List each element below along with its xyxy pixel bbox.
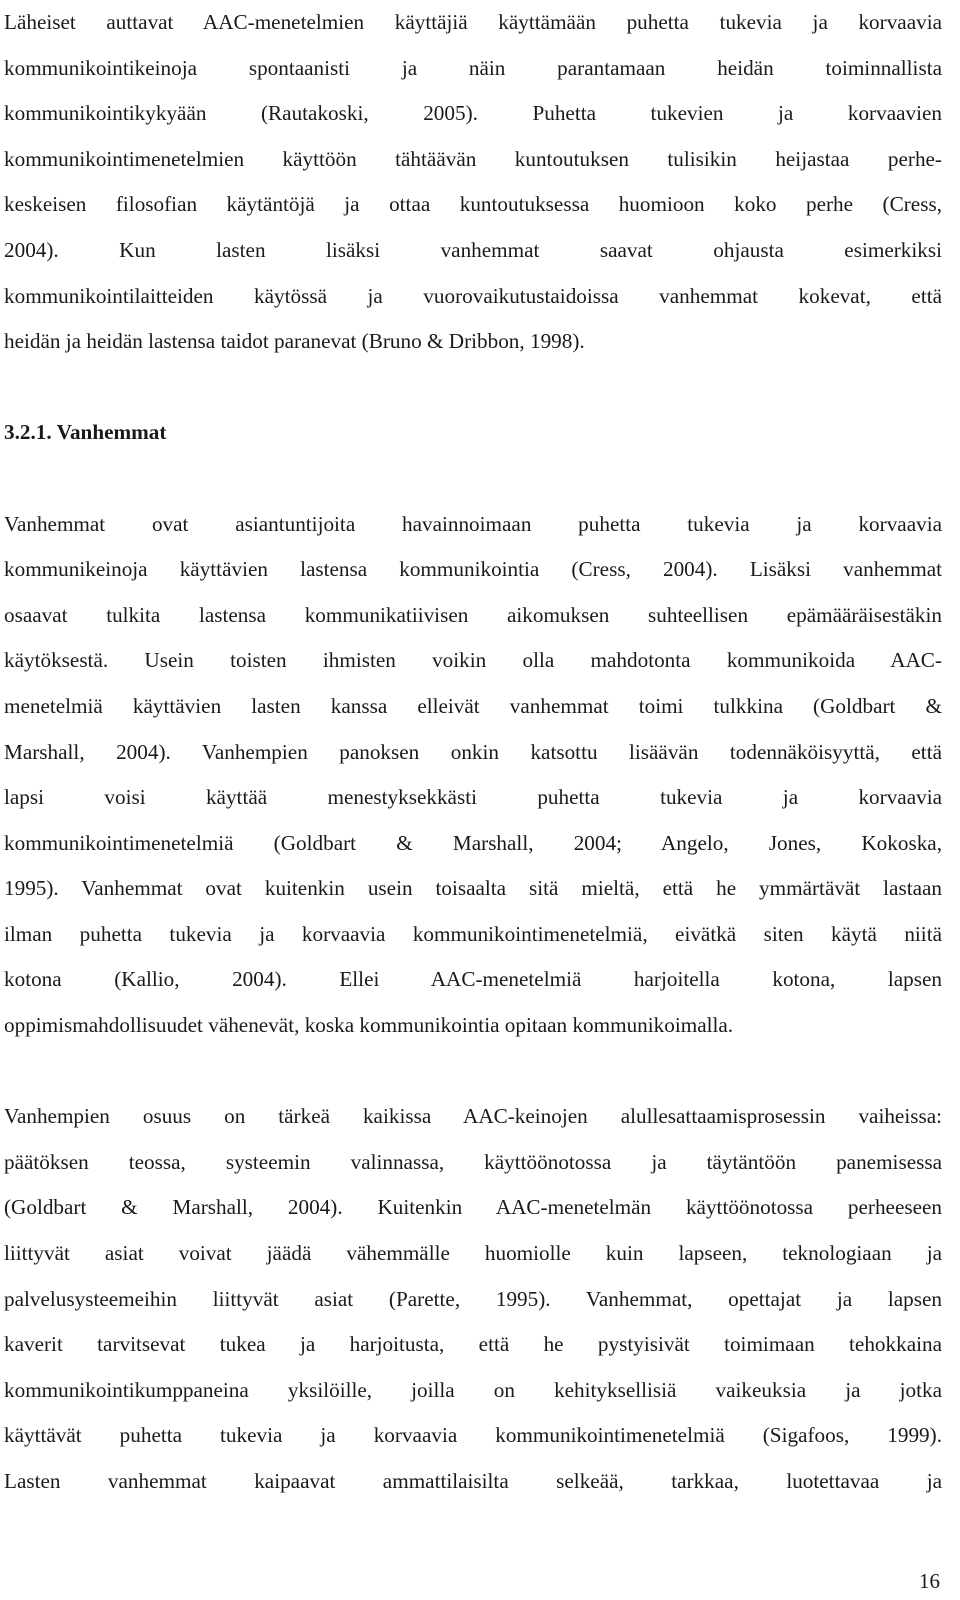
text-line: kaverit tarvitsevat tukea ja harjoitusta, että he pystyisivät toimimaan tehokkaina xyxy=(4,1332,942,1357)
text-line: osaavat tulkita lastensa kommunikatiivisen aikomuksen suhteellisen epämääräisestäkin xyxy=(4,602,942,627)
paragraph-spacer xyxy=(4,456,942,502)
text-line: kommunikointikeinoja spontaanisti ja näin parantamaan heidän toiminnallista xyxy=(4,55,942,80)
document-page xyxy=(4,0,942,1505)
text-line: 1995). Vanhemmat ovat kuitenkin usein toisaalta sitä mieltä, että he ymmärtävät lastaan xyxy=(4,876,942,901)
text-line: palvelusysteemeihin liittyvät asiat (Parette, 1995). Vanhemmat, opettajat ja lapsen xyxy=(4,1286,942,1311)
text-line: Marshall, 2004). Vanhempien panoksen onkin katsottu lisäävän todennäköisyyttä, että xyxy=(4,739,942,764)
text-line: kommunikointimenetelmien käyttöön tähtäävän kuntoutuksen tulisikin heijastaa perhe- xyxy=(4,146,942,171)
paragraph-spacer xyxy=(4,365,942,411)
section-heading: 3.2.1. Vanhemmat xyxy=(4,420,167,445)
text-line: lapsi voisi käyttää menestyksekkästi puhetta tukevia ja korvaavia xyxy=(4,785,942,810)
paragraph-3 xyxy=(4,1094,942,1504)
text-line: liittyvät asiat voivat jäädä vähemmälle huomiolle kuin lapseen, teknologiaan ja xyxy=(4,1241,942,1266)
text-line: kommunikointikumppaneina yksilöille, joilla on kehityksellisiä vaikeuksia ja jotka xyxy=(4,1377,942,1402)
text-line: kotona (Kallio, 2004). Ellei AAC-menetelmiä harjoitella kotona, lapsen xyxy=(4,967,942,992)
paragraph-spacer xyxy=(4,1049,942,1095)
text-line: kommunikointikykyään (Rautakoski, 2005). Puhetta tukevien ja korvaavien xyxy=(4,101,942,126)
text-line: heidän ja heidän lastensa taidot paranevat (Bruno & Dribbon, 1998). xyxy=(4,329,585,354)
text-line: 2004). Kun lasten lisäksi vanhemmat saavat ohjausta esimerkiksi xyxy=(4,237,942,262)
text-line: Lasten vanhemmat kaipaavat ammattilaisilta selkeää, tarkkaa, luotettavaa ja xyxy=(4,1469,942,1493)
text-line: menetelmiä käyttävien lasten kanssa elleivät vanhemmat toimi tulkkina (Goldbart & xyxy=(4,693,942,718)
text-line: kommunikointimenetelmiä (Goldbart & Marshall, 2004; Angelo, Jones, Kokoska, xyxy=(4,830,942,855)
text-line: (Goldbart & Marshall, 2004). Kuitenkin AAC-menetelmän käyttöönotossa perheeseen xyxy=(4,1195,942,1220)
text-line: ilman puhetta tukevia ja korvaavia kommunikointimenetelmiä, eivätkä siten käytä niitä xyxy=(4,921,942,946)
text-line: oppimismahdollisuudet vähenevät, koska kommunikointia opitaan kommunikoimalla. xyxy=(4,1013,734,1038)
text-line: Läheiset auttavat AAC-menetelmien käyttäjiä käyttämään puhetta tukevia ja korvaavia xyxy=(4,10,942,34)
text-line: Vanhemmat ovat asiantuntijoita havainnoimaan puhetta tukevia ja korvaavia xyxy=(4,511,942,536)
paragraph-2 xyxy=(4,502,942,1049)
text-line: päätöksen teossa, systeemin valinnassa, käyttöönotossa ja täytäntöön panemisessa xyxy=(4,1149,942,1174)
text-line: käyttävät puhetta tukevia ja korvaavia kommunikointimenetelmiä (Sigafoos, 1999). xyxy=(4,1423,942,1448)
text-line: kommunikeinoja käyttävien lastensa kommunikointia (Cress, 2004). Lisäksi vanhemmat xyxy=(4,557,942,582)
text-line: kommunikointilaitteiden käytössä ja vuorovaikutustaidoissa vanhemmat kokevat, että xyxy=(4,283,942,308)
page-number: 16 xyxy=(919,1569,940,1593)
text-line: Vanhempien osuus on tärkeä kaikissa AAC-keinojen alullesattaamisprosessin vaiheissa: xyxy=(4,1104,942,1129)
text-line: käytöksestä. Usein toisten ihmisten voikin olla mahdotonta kommunikoida AAC- xyxy=(4,648,942,673)
paragraph-1 xyxy=(4,0,942,365)
text-line: keskeisen filosofian käytäntöjä ja ottaa kuntoutuksessa huomioon koko perhe (Cress, xyxy=(4,192,942,217)
